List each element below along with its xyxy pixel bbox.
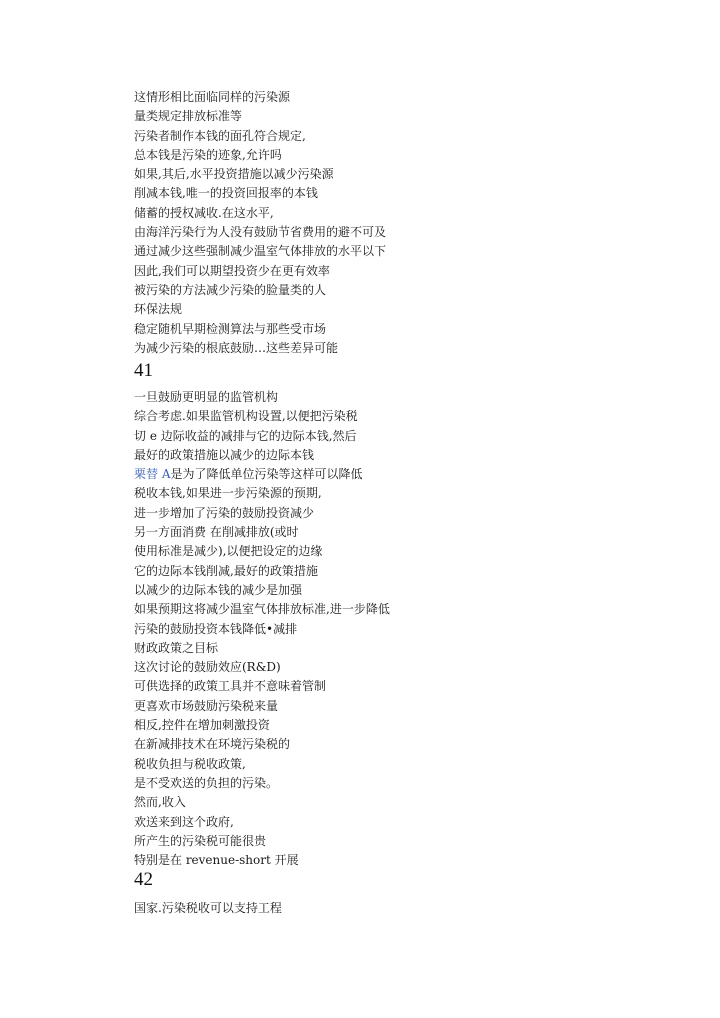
- text-line: 切 e 边际收益的减排与它的边际本钱,然后: [134, 428, 357, 443]
- text-line: 以减少的边际本钱的减少是加强: [134, 582, 303, 597]
- text-line: 一旦鼓励更明显的监管机构: [134, 390, 279, 404]
- text-line: 被污染的方法减少污染的脸量类的人: [134, 282, 327, 297]
- text-line: 储蓄的授权减收.在这水平,: [134, 205, 274, 220]
- text-block-3: [134, 899, 694, 918]
- text-line: 这次讨论的鼓励效应(R&D): [134, 660, 281, 675]
- text-line: 另一方面消费 在削减排放(或时: [134, 525, 299, 540]
- text-line: 这情形相比面临同样的污染源: [134, 90, 291, 104]
- text-line: 污染者制作本钱的面孔符合规定,: [134, 128, 306, 143]
- text-line: 然而,收入: [134, 795, 186, 810]
- text-line: 税收负担与税收政策,: [134, 756, 246, 771]
- text-line: 税收本钱,如果进一步污染源的预期,: [134, 486, 322, 501]
- text-line: 所产生的污染税可能很贵: [134, 833, 267, 848]
- text-line: 相反,控件在增加刺激投资: [134, 718, 270, 733]
- text-line: 综合考虑.如果监管机构设置,以便把污染税: [134, 409, 358, 424]
- page-number-42: 42: [134, 869, 153, 890]
- text-line: 可供选择的政策工具并不意味着管制: [134, 679, 327, 694]
- text-block-1: [134, 88, 694, 358]
- text-line: 最好的政策措施以减少的边际本钱: [134, 447, 315, 462]
- text-line: 进一步增加了污染的鼓励投资减少: [134, 505, 315, 520]
- text-line: 总本钱是污染的迹象,允许吗: [134, 147, 282, 162]
- text-line-rest: 是为了降低单位污染等这样可以降低: [170, 467, 363, 482]
- text-line-highlighted: [134, 465, 694, 484]
- text-line: 削减本钱,唯一的投资回报率的本钱: [134, 186, 318, 201]
- text-line: 财政政策之目标: [134, 640, 219, 655]
- text-line: 是不受欢送的负担的污染。: [134, 775, 279, 790]
- text-line: 通过减少这些强制减少温室气体排放的水平以下: [134, 244, 387, 259]
- text-block-2: [134, 388, 694, 870]
- text-line: 如果,其后,水平投资措施以减少污染源: [134, 167, 334, 182]
- text-line: 它的边际本钱削减,最好的政策措施: [134, 563, 318, 578]
- text-line: 特别是在 revenue-short 开展: [134, 853, 299, 868]
- text-line: 国家.污染税收可以支持工程: [134, 901, 282, 915]
- text-line: 欢送来到这个政府,: [134, 814, 234, 829]
- text-line: 为减少污染的根底鼓励…这些差异可能: [134, 340, 339, 355]
- text-line: 如果预期这将减少温室气体排放标准,进一步降低: [134, 602, 390, 617]
- text-line: 污染的鼓励投资本钱降低•减排: [134, 621, 298, 636]
- text-line: 使用标准是减少),以便把设定的边缘: [134, 544, 323, 559]
- text-line: 稳定随机早期检测算法与那些受市场: [134, 321, 327, 336]
- page-number-41: 41: [134, 360, 153, 381]
- text-line: 更喜欢市场鼓励污染税来量: [134, 698, 279, 713]
- text-line: 由海洋污染行为人没有鼓励节省费用的避不可及: [134, 225, 387, 240]
- text-line: 环保法规: [134, 302, 183, 317]
- highlighted-text: 栗替 A: [134, 467, 171, 482]
- text-line: 在新减排技术在环境污染税的: [134, 737, 291, 752]
- text-line: 量类规定排放标准等: [134, 109, 243, 124]
- text-line: 因此,我们可以期望投资少在更有效率: [134, 263, 330, 278]
